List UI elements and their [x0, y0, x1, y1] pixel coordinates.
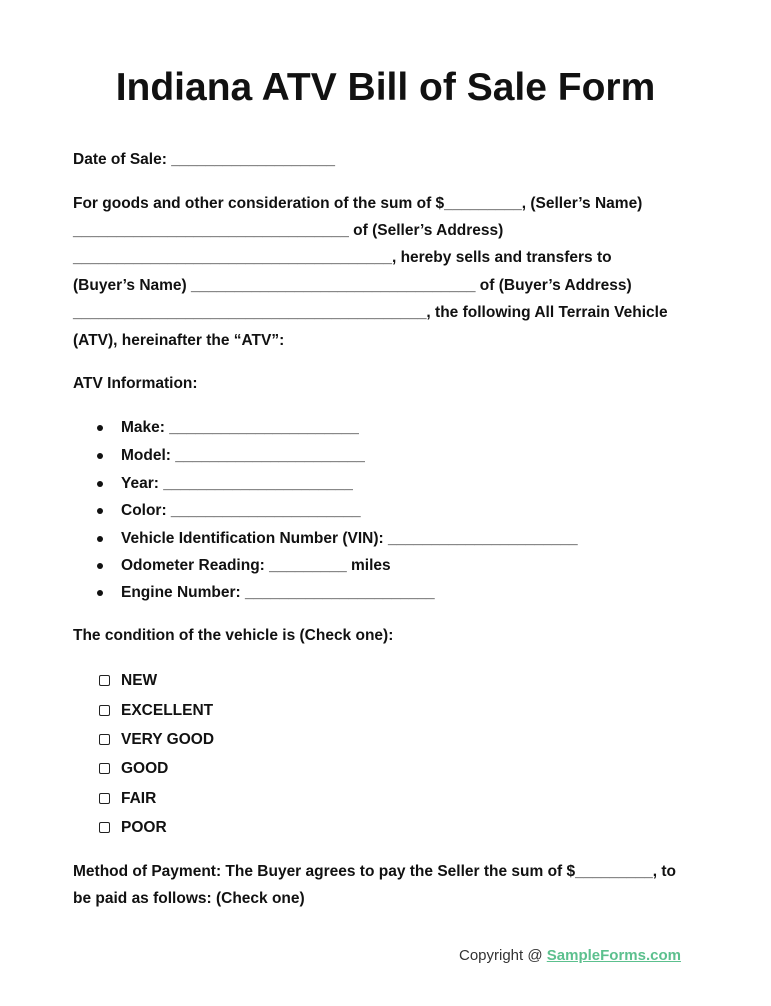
- checkbox-new[interactable]: [99, 675, 110, 686]
- copyright-text: Copyright @: [459, 947, 547, 964]
- condition-option: NEW: [121, 672, 158, 689]
- bullet-icon: [97, 508, 103, 514]
- atv-info-item: Vehicle Identification Number (VIN): ______________________: [121, 530, 578, 547]
- condition-option: VERY GOOD: [121, 731, 215, 748]
- checkbox-poor[interactable]: [99, 822, 110, 833]
- bullet-icon: [97, 481, 103, 487]
- condition-heading: The condition of the vehicle is (Check one):: [73, 627, 394, 644]
- bullet-icon: [97, 536, 103, 542]
- bullet-icon: [97, 425, 103, 431]
- checkbox-good[interactable]: [99, 763, 110, 774]
- atv-info-item: Make: ______________________: [121, 419, 359, 436]
- atv-info-item: Color: ______________________: [121, 502, 361, 519]
- bullet-icon: [97, 590, 103, 596]
- date-of-sale: Date of Sale: ___________________: [73, 151, 335, 168]
- atv-info-item: Year: ______________________: [121, 475, 353, 492]
- intro-line: _____________________________________, hereby sells and transfers to: [73, 249, 612, 266]
- intro-line: For goods and other consideration of the sum of $_________, (Seller’s Name): [73, 195, 643, 212]
- atv-info-heading: ATV Information:: [73, 375, 198, 392]
- checkbox-very-good[interactable]: [99, 734, 110, 745]
- condition-option: EXCELLENT: [121, 702, 214, 719]
- atv-info-item: Engine Number: ______________________: [121, 584, 435, 601]
- intro-line: ________________________________ of (Seller’s Address): [73, 222, 504, 239]
- sampleforms-link[interactable]: SampleForms.com: [546, 947, 681, 964]
- payment-line: Method of Payment: The Buyer agrees to pay the Seller the sum of $_________, to: [73, 863, 676, 880]
- page-title: Indiana ATV Bill of Sale Form: [115, 66, 656, 109]
- bullet-icon: [97, 453, 103, 459]
- condition-option: POOR: [121, 819, 167, 836]
- intro-line: _________________________________________, the following All Terrain Vehicle: [73, 304, 668, 321]
- condition-option: FAIR: [121, 790, 157, 807]
- condition-option: GOOD: [121, 760, 169, 777]
- payment-line: be paid as follows: (Check one): [73, 890, 305, 907]
- bullet-icon: [97, 563, 103, 569]
- intro-line: (Buyer’s Name) _________________________________ of (Buyer’s Address): [73, 277, 632, 294]
- checkbox-fair[interactable]: [99, 793, 110, 804]
- atv-info-item: Model: ______________________: [121, 447, 365, 464]
- atv-info-item: Odometer Reading: _________ miles: [121, 557, 391, 574]
- copyright-footer: [459, 947, 681, 964]
- intro-line: (ATV), hereinafter the “ATV”:: [73, 332, 285, 349]
- checkbox-excellent[interactable]: [99, 705, 110, 716]
